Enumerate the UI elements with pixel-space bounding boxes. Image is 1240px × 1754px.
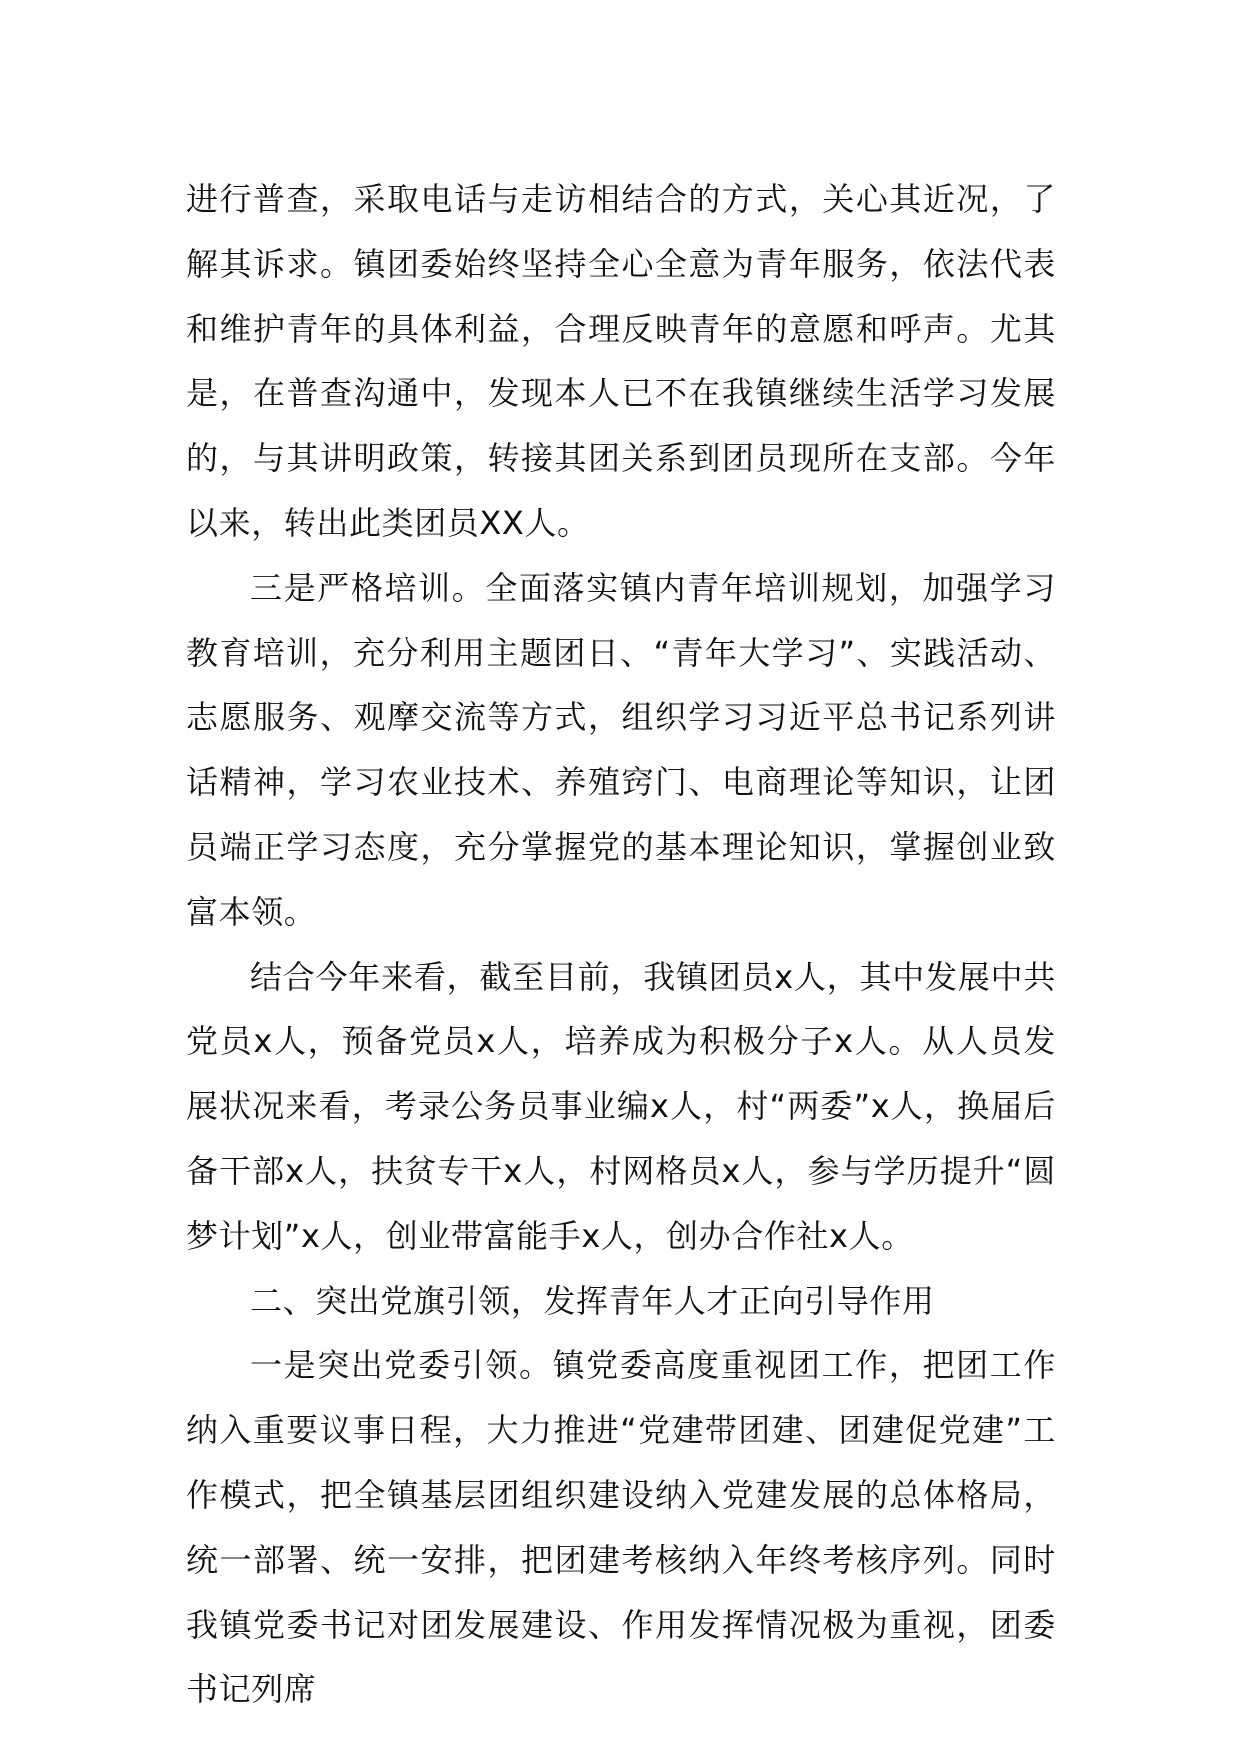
paragraph-youth-survey: 进行普查，采取电话与走访相结合的方式，关心其近况，了解其诉求。镇团委始终坚持全心全意为青年服务，依法代表和维护青年的具体利益，合理反映青年的意愿和呼声。尤其是，在普查沟通中，发现本人已不在我镇继续生活学习发展的，与其讲明政策，转接其团关系到团员现所在支部。今年以来，转出此类团员XX人。	[186, 180, 1056, 542]
document-body	[186, 167, 1056, 1722]
paragraph-party-committee-lead: 一是突出党委引领。镇党委高度重视团工作，把团工作纳入重要议事日程，大力推进“党建带团建、团建促党建”工作模式，把全镇基层团组织建设纳入党建发展的总体格局，统一部署、统一安排，把团建考核纳入年终考核序列。同时我镇党委书记对团发展建设、作用发挥情况极为重视，团委书记列席	[186, 1346, 1056, 1709]
paragraph-strict-training: 三是严格培训。全面落实镇内青年培训规划，加强学习教育培训，充分利用主题团日、“青年大学习”、实践活动、志愿服务、观摩交流等方式，组织学习习近平总书记系列讲话精神，学习农业技术、养殖窍门、电商理论等知识，让团员端正学习态度，充分掌握党的基本理论知识，掌握创业致富本领。	[186, 568, 1056, 931]
section-heading-party-flag: 二、突出党旗引领，发挥青年人才正向引导作用	[250, 1281, 935, 1320]
paragraph-member-statistics: 结合今年来看，截至目前，我镇团员x人，其中发展中共党员x人，预备党员x人，培养成为积极分子x人。从人员发展状况来看，考录公务员事业编x人，村“两委”x人，换届后备干部x人，扶贫专干x人，村网格员x人，参与学历提升“圆梦计划”x人，创业带富能手x人，创办合作社x人。	[186, 957, 1056, 1255]
